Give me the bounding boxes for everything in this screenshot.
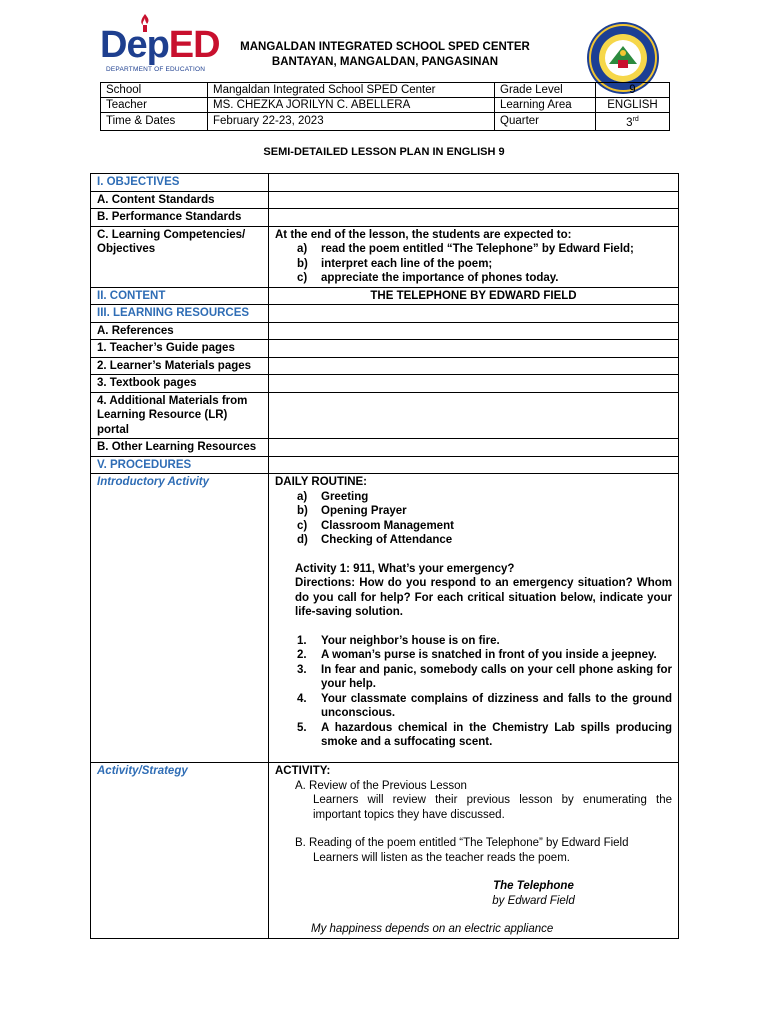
school-address-line: BANTAYAN, MANGALDAN, PANGASINAN — [271, 56, 499, 68]
lesson-plan-title: SEMI-DETAILED LESSON PLAN IN ENGLISH 9 — [263, 146, 505, 158]
lesson-plan-table — [90, 173, 679, 939]
additional-materials-label: 4. Additional Materials from Learning Resource (LR) portal — [91, 392, 269, 439]
quarter-value: 3rd — [596, 113, 670, 131]
table-row — [91, 439, 679, 457]
table-row — [91, 357, 679, 375]
area-value: ENGLISH — [596, 98, 670, 113]
page-header — [0, 0, 768, 82]
info-row — [101, 113, 670, 131]
grade-value: 9 — [596, 83, 670, 98]
teachers-guide-label: 1. Teacher’s Guide pages — [91, 340, 269, 358]
activity1-title: Activity 1: 911, What’s your emergency? — [295, 562, 515, 575]
area-label: Learning Area — [495, 98, 596, 113]
table-row — [91, 305, 679, 323]
table-row — [91, 340, 679, 358]
poem-title: The Telephone — [493, 880, 574, 892]
time-label: Time & Dates — [101, 113, 208, 131]
list-item: 3. In fear and panic, somebody calls on your cell phone asking for your help. — [297, 663, 672, 690]
table-row — [91, 456, 679, 474]
teacher-value: MS. CHEZKA JORILYN C. ABELLERA — [208, 98, 495, 113]
table-row — [91, 392, 679, 439]
poem-author: by Edward Field — [492, 894, 575, 907]
table-row — [91, 191, 679, 209]
objectives-intro: At the end of the lesson, the students are expected to: — [275, 228, 572, 241]
list-item: 2. A woman’s purse is snatched in front of you inside a jeepney. — [297, 649, 657, 661]
review-title: A. Review of the Previous Lesson — [295, 779, 467, 792]
introductory-activity-cell — [269, 474, 679, 763]
list-item: b) Opening Prayer — [297, 505, 407, 517]
list-item: a) Greeting — [297, 490, 369, 503]
grade-label: Grade Level — [495, 83, 596, 98]
introductory-activity-label: Introductory Activity — [91, 474, 269, 763]
table-row — [91, 174, 679, 192]
info-row — [101, 98, 670, 113]
school-info-table — [100, 82, 670, 131]
activity-strategy-cell — [269, 763, 679, 939]
table-row — [91, 322, 679, 340]
school-name-line: MANGALDAN INTEGRATED SCHOOL SPED CENTER — [240, 41, 530, 53]
school-value: Mangaldan Integrated School SPED Center — [208, 83, 495, 98]
list-item: b) interpret each line of the poem; — [297, 257, 493, 270]
school-label: School — [101, 83, 208, 98]
list-item: c) Classroom Management — [297, 519, 454, 532]
content-standards-label: A. Content Standards — [91, 191, 269, 209]
content-value: THE TELEPHONE BY EDWARD FIELD — [269, 287, 679, 305]
table-row — [91, 209, 679, 227]
table-row — [91, 763, 679, 939]
activity-heading: ACTIVITY: — [275, 765, 331, 777]
list-item: c) appreciate the importance of phones today. — [297, 272, 559, 284]
time-value: February 22-23, 2023 — [208, 113, 495, 131]
table-row — [91, 474, 679, 763]
quarter-label: Quarter — [495, 113, 596, 131]
other-resources-label: B. Other Learning Resources — [91, 439, 269, 457]
directions-text: Directions: How do you respond to an emergency situation? Whom do you call for help? For each critical situation below, indicate your life-saving solution. — [295, 577, 672, 618]
section-objectives: I. OBJECTIVES — [91, 174, 269, 192]
list-item: 5. A hazardous chemical in the Chemistry Lab spills producing smoke and a suffocating scent. — [297, 721, 672, 748]
daily-routine-heading: DAILY ROUTINE: — [275, 476, 368, 488]
section-procedures: V. PROCEDURES — [91, 456, 269, 474]
reading-text: Learners will listen as the teacher reads the poem. — [313, 851, 570, 864]
review-text: Learners will review their previous lesson by enumerating the important topics they have discussed. — [313, 794, 672, 821]
routine-list — [275, 490, 672, 548]
reading-title: B. Reading of the poem entitled “The Telephone” by Edward Field — [295, 837, 629, 849]
activity-strategy-label: Activity/Strategy — [91, 763, 269, 939]
school-heading — [230, 40, 540, 70]
learners-materials-label: 2. Learner’s Materials pages — [91, 357, 269, 375]
performance-standards-label: B. Performance Standards — [91, 209, 269, 227]
list-item: 4. Your classmate complains of dizziness and falls to the ground unconscious. — [297, 692, 672, 719]
references-label: A. References — [91, 322, 269, 340]
info-row — [101, 83, 670, 98]
objectives-list — [275, 242, 672, 286]
teacher-label: Teacher — [101, 98, 208, 113]
list-item: 1. Your neighbor’s house is on fire. — [297, 634, 500, 647]
situations-list — [275, 634, 672, 750]
section-resources: III. LEARNING RESOURCES — [91, 305, 269, 323]
deped-logo — [100, 18, 220, 76]
section-content: II. CONTENT — [91, 287, 269, 305]
poem-line: My happiness depends on an electric appliance — [311, 923, 554, 935]
table-row — [91, 226, 679, 287]
deped-subtitle: DEPARTMENT OF EDUCATION — [106, 66, 206, 73]
table-row — [91, 375, 679, 393]
list-item: a) read the poem entitled “The Telephone” by Edward Field; — [297, 243, 634, 255]
list-item: d) Checking of Attendance — [297, 534, 453, 546]
objectives-cell — [269, 226, 679, 287]
textbook-label: 3. Textbook pages — [91, 375, 269, 393]
table-row — [91, 287, 679, 305]
competencies-label: C. Learning Competencies/ Objectives — [91, 226, 269, 287]
deped-wordmark: DepED — [100, 24, 220, 66]
